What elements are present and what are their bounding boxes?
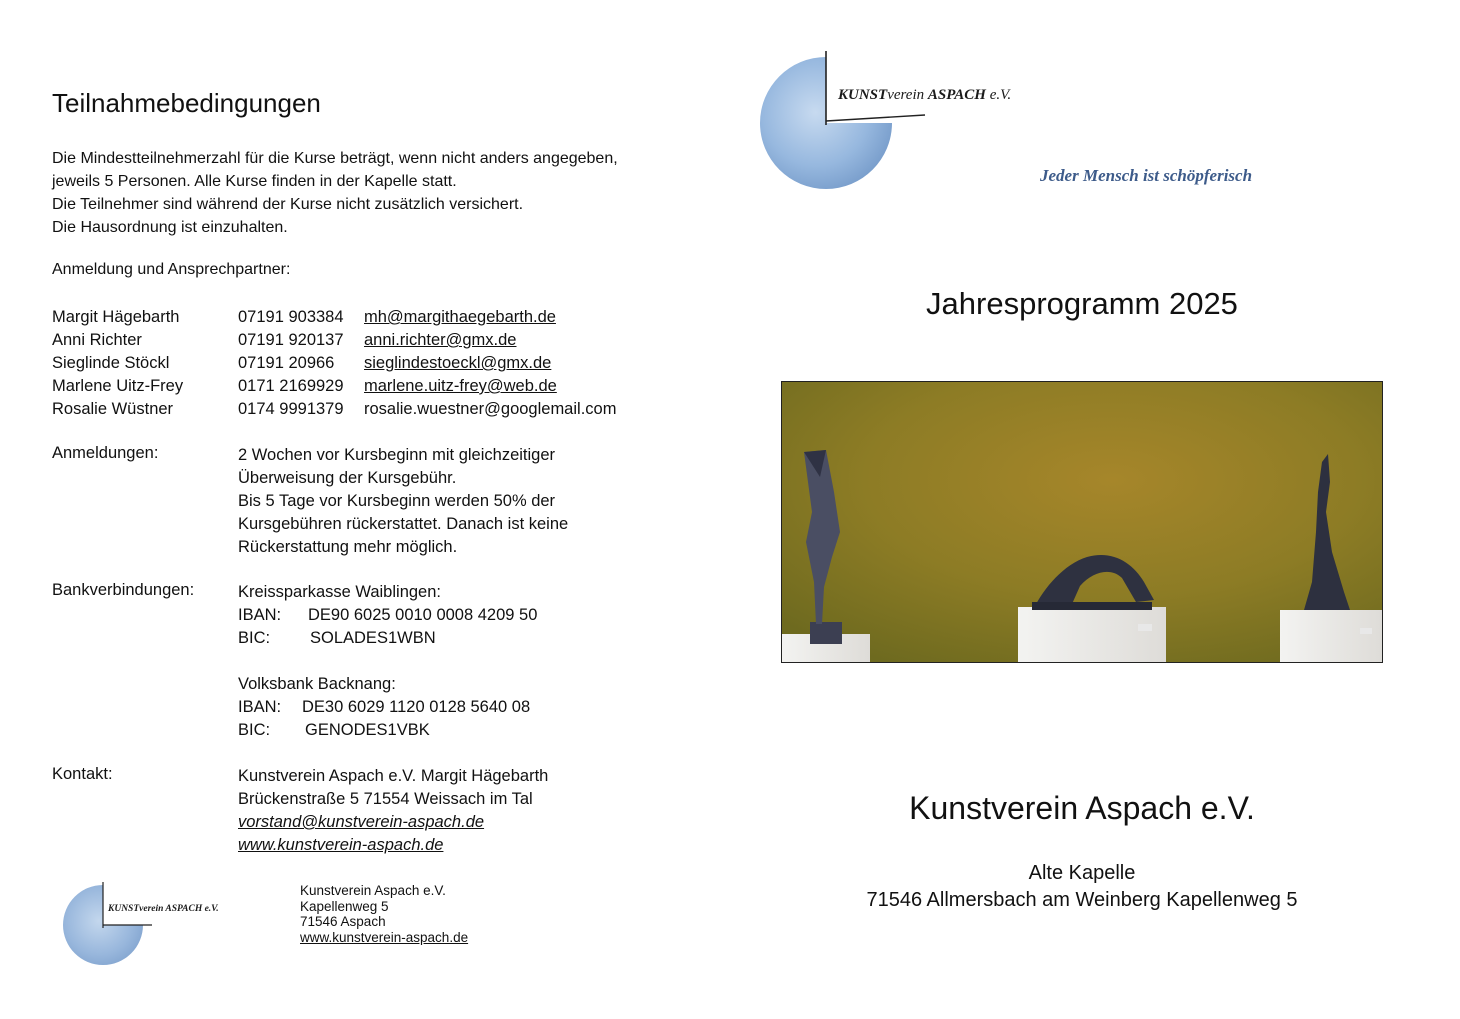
contacts-heading: Anmeldung und Ansprechpartner: — [52, 261, 291, 278]
exhibition-photo — [781, 381, 1383, 663]
contact-name: Margit Hägebarth — [52, 308, 180, 326]
contact-email: rosalie.wuestner@googlemail.com — [364, 400, 617, 418]
bank1-iban-row — [238, 604, 537, 627]
club-name: Kunstverein Aspach e.V. — [909, 790, 1255, 826]
contacts-list — [52, 306, 616, 421]
venue-street: 71546 Allmersbach am Weinberg Kapellenweg 5 — [866, 889, 1298, 911]
contact-label: Kontakt: — [52, 765, 113, 783]
bank2-iban-row — [238, 696, 537, 719]
contact-name: Sieglinde Stöckl — [52, 354, 170, 372]
logo-text — [837, 87, 1011, 103]
conditions-line: Die Hausordnung ist einzuhalten. — [52, 219, 288, 236]
contact-row — [52, 375, 616, 398]
contact-email-link[interactable]: marlene.uitz-frey@web.de — [364, 377, 557, 395]
registration-line: 2 Wochen vor Kursbeginn mit gleichzeitiger — [238, 446, 556, 464]
venue-address — [832, 860, 1332, 914]
venue-name: Alte Kapelle — [1028, 862, 1136, 884]
contact-line: Kunstverein Aspach e.V. Margit Hägebarth — [238, 767, 549, 785]
bank1-iban: DE90 6025 0010 0008 4209 50 — [308, 606, 538, 624]
contact-phone: 0174 9991379 — [238, 400, 344, 418]
bank1-bic-row — [238, 627, 537, 650]
registration-text — [238, 444, 568, 559]
contact-name: Rosalie Wüstner — [52, 400, 174, 418]
small-logo-text: KUNSTverein ASPACH e.V. — [108, 904, 219, 914]
conditions-line: Die Mindestteilnehmerzahl für die Kurse beträgt, wenn nicht anders angegeben, — [52, 150, 618, 167]
contact-line: Brückenstraße 5 71554 Weissach im Tal — [238, 790, 533, 808]
registration-line: Kursgebühren rückerstattet. Danach ist keine — [238, 515, 569, 533]
banking-label: Bankverbindungen: — [52, 581, 195, 599]
contact-row — [52, 329, 616, 352]
conditions-line: Die Teilnehmer sind während der Kurse nicht zusätzlich versichert. — [52, 196, 524, 213]
motto: Jeder Mensch ist schöpferisch — [1040, 166, 1253, 185]
bank1-bic: SOLADES1WBN — [310, 629, 436, 647]
conditions-line: jeweils 5 Personen. Alle Kurse finden in der Kapelle statt. — [52, 173, 457, 190]
iban-label: IBAN: — [238, 606, 282, 624]
club-logo — [755, 45, 1055, 190]
bank2-bic: GENODES1VBK — [305, 721, 430, 739]
footer-address — [300, 883, 468, 945]
footer-website-link[interactable]: www.kunstverein-aspach.de — [300, 929, 469, 945]
contact-row — [52, 398, 616, 421]
contact-email-link[interactable]: anni.richter@gmx.de — [364, 331, 517, 349]
address-line: Kapellenweg 5 — [300, 898, 389, 914]
contact-row — [52, 306, 616, 329]
contact-phone: 0171 2169929 — [238, 377, 344, 395]
contact-row — [52, 352, 616, 375]
bank2-name: Volksbank Backnang: — [238, 675, 396, 693]
club-logo-small — [60, 878, 240, 970]
program-title: Jahresprogramm 2025 — [926, 286, 1238, 321]
logo-text-ev: e.V. — [985, 87, 1012, 103]
bank1-name: Kreissparkasse Waiblingen: — [238, 583, 441, 601]
registration-line: Rückerstattung mehr möglich. — [238, 538, 458, 556]
contact-email-link[interactable]: mh@margithaegebarth.de — [364, 308, 556, 326]
bic-label: BIC: — [238, 721, 271, 739]
contact-phone: 07191 903384 — [238, 308, 344, 326]
iban-label: IBAN: — [238, 698, 282, 716]
logo-text-kunst: KUNST — [838, 87, 888, 103]
logo-text-verein: verein — [887, 87, 928, 103]
contact-name: Marlene Uitz-Frey — [52, 377, 184, 395]
registration-line: Bis 5 Tage vor Kursbeginn werden 50% der — [238, 492, 556, 510]
bank2-bic-row — [238, 719, 537, 742]
contact-name: Anni Richter — [52, 331, 142, 349]
board-email-link[interactable]: vorstand@kunstverein-aspach.de — [238, 813, 485, 831]
conditions-text — [52, 147, 712, 239]
bank2-iban: DE30 6029 1120 0128 5640 08 — [302, 698, 531, 716]
contact-phone: 07191 20966 — [238, 354, 335, 372]
registration-line: Überweisung der Kursgebühr. — [238, 469, 457, 487]
contact-phone: 07191 920137 — [238, 331, 344, 349]
bic-label: BIC: — [238, 629, 271, 647]
sculptures-image — [782, 382, 1382, 662]
address-line: 71546 Aspach — [300, 914, 386, 929]
contact-details — [238, 765, 548, 857]
registration-label: Anmeldungen: — [52, 444, 159, 462]
banking-details — [238, 581, 537, 742]
conditions-title: Teilnahmebedingungen — [52, 88, 321, 118]
logo-text-aspach: ASPACH — [927, 87, 986, 103]
contact-email-link[interactable]: sieglindestoeckl@gmx.de — [364, 354, 552, 372]
website-link[interactable]: www.kunstverein-aspach.de — [238, 836, 444, 854]
address-line: Kunstverein Aspach e.V. — [300, 883, 446, 898]
